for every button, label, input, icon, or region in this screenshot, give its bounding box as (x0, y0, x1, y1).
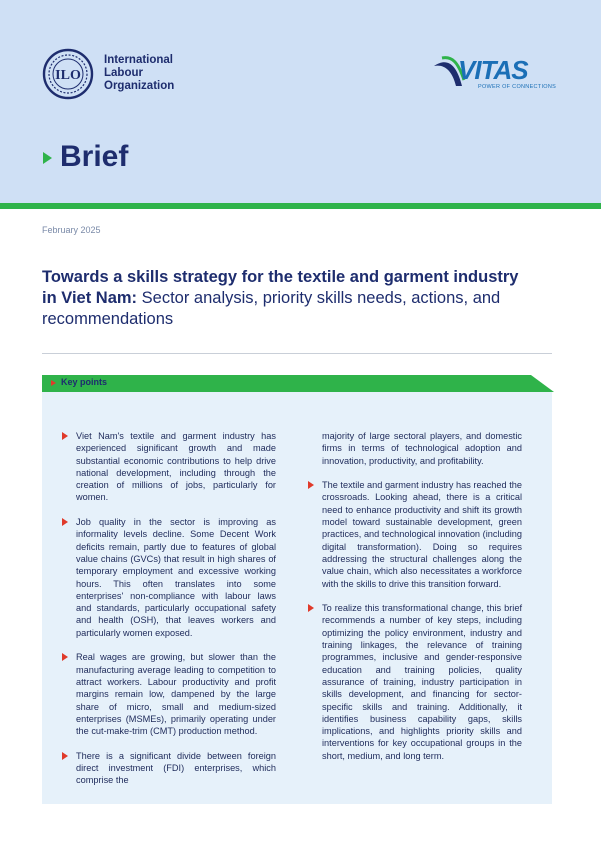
key-point (308, 479, 522, 590)
header-band (0, 0, 601, 205)
play-arrow-icon (43, 152, 52, 164)
key-points-column-right (308, 430, 522, 774)
org-name-line: International (104, 54, 174, 66)
key-point (62, 430, 276, 504)
key-point-continuation: majority of large sectoral players, and domestic firms in terms of technological adoption and innovation, productivity, and profitability. (322, 431, 522, 466)
document-title-subtitle: Sector analysis, priority skills needs, actions, and recommendations (42, 289, 501, 328)
header-divider (0, 203, 601, 209)
key-point-text: The textile and garment industry has reached the crossroads. Looking ahead, there is a critical need to enhance productivity and shift its growth model toward sustainable development, green practices, and technological innovation (including digital transformation). Doing so requires addressing the structural challenges along the value chain, which also necessitates a workforce with the skills to drive this transition forward. (322, 480, 522, 589)
bullet-arrow-icon (308, 604, 314, 612)
key-point (308, 602, 522, 762)
key-point (62, 516, 276, 639)
document-title (42, 267, 522, 330)
partner-tagline: POWER OF CONNECTIONS (478, 84, 557, 90)
key-point-text: To realize this transformational change, this brief recommends a number of key steps, including optimizing the policy environment, industry and training linkages, the relevance of training programmes, inclusive and gender-responsive education and training policies, quality assurance of training, industry participation in skills development, and financing for sector-specific skills and training. Additionally, it identifies business capability gaps, skills implications, and highlights priority skills and interventions for key occupational groups in the short, medium, and long term. (322, 603, 522, 761)
partner-logo: VITAS (458, 55, 528, 85)
document-title-main: Towards a skills strategy for the textile and garment industry in Viet Nam: (42, 268, 519, 307)
bullet-arrow-icon (62, 518, 68, 526)
key-points-column-left (62, 430, 276, 799)
ilo-logo-icon (42, 48, 94, 100)
key-point-text: Job quality in the sector is improving as informality levels decline. Some Decent Work deficits remain, partly due to features of global value chains (GVCs) that result in high shares of temporary employment and excessive working hours. This often translates into some enterprises' non-compliance with labour laws and standards, particularly occupational safety and health (OSH), that leaves workers and particularly women exposed. (76, 517, 276, 638)
key-point (62, 750, 276, 787)
org-name-line: Organization (104, 80, 175, 92)
org-name (104, 54, 174, 93)
publication-date: February 2025 (42, 225, 101, 235)
key-points-header (42, 375, 554, 392)
key-point (62, 651, 276, 737)
bullet-arrow-icon (308, 481, 314, 489)
bullet-arrow-icon (62, 653, 68, 661)
bullet-arrow-icon (62, 752, 68, 760)
org-name-line: Labour (104, 67, 143, 79)
divider (42, 353, 552, 354)
key-point-text: There is a significant divide between foreign direct investment (FDI) enterprises, which comprise the (76, 750, 276, 786)
bullet-arrow-icon (62, 432, 68, 440)
ilo-logo-text: ILO (55, 68, 81, 83)
key-points-heading: Key points (61, 377, 108, 387)
key-point-text: Viet Nam's textile and garment industry has experienced significant growth and made substantial economic contributions to help drive national development, including through the creation of millions of jobs, particularly for women. (76, 431, 276, 503)
key-point-text: Real wages are growing, but slower than the manufacturing average leading to competition to attract workers. Labour productivity and profit margins remain low, dampened by the large share of micro, small and medium-sized enterprises (MSMEs), primarily operating under the cut-make-trim (CMT) production method. (76, 652, 276, 737)
doc-type-title: Brief (60, 140, 129, 173)
key-points-arrow-icon (51, 380, 56, 386)
